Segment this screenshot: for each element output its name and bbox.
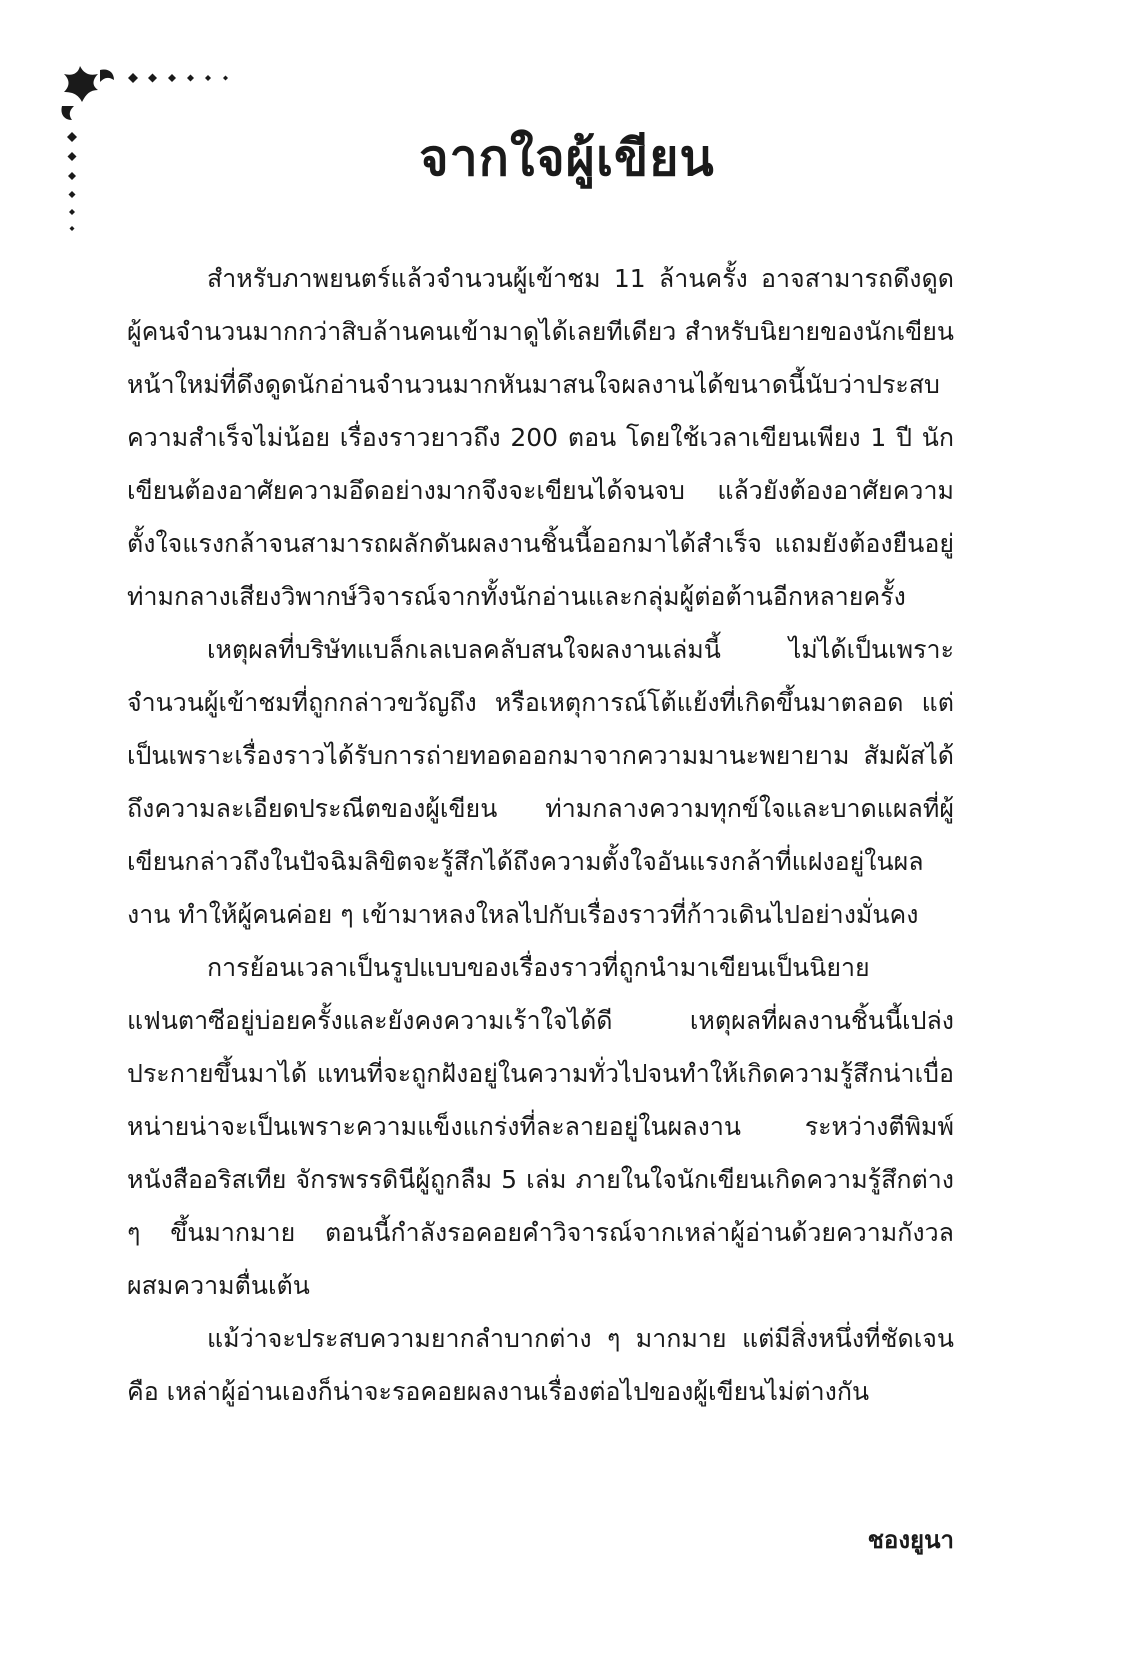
author-signature: ชองยูนา — [867, 1526, 954, 1554]
foreword-body — [127, 252, 954, 1418]
page-title: จากใจผู้เขียน — [419, 128, 715, 187]
paragraph-1: สำหรับภาพยนตร์แล้วจำนวนผู้เข้าชม 11 ล้านครั้ง อาจสามารถดึงดูดผู้คนจำนวนมากกว่าสิบล้านคนเข้ามาดูได้เลยทีเดียว สำหรับนิยายของนักเขียนหน้าใหม่ที่ดึงดูดนักอ่านจำนวนมากหันมาสนใจผลงานได้ขนาดนี้นับว่าประสบความสำเร็จไม่น้อย เรื่องราวยาวถึง 200 ตอน โดยใช้เวลาเขียนเพียง 1 ปี นักเขียนต้องอาศัยความอึดอย่างมากจึงจะเขียนได้จนจบ แล้วยังต้องอาศัยความตั้งใจแรงกล้าจนสามารถผลักดันผลงานชิ้นนี้ออกมาได้สำเร็จ แถมยังต้องยืนอยู่ท่ามกลางเสียงวิพากษ์วิจารณ์จากทั้งนักอ่านและกลุ่มผู้ต่อต้านอีกหลายครั้ง — [127, 264, 954, 611]
paragraph-3: การย้อนเวลาเป็นรูปแบบของเรื่องราวที่ถูกนำมาเขียนเป็นนิยายแฟนตาซีอยู่บ่อยครั้งและยังคงความเร้าใจได้ดี เหตุผลที่ผลงานชิ้นนี้เปล่งประกายขึ้นมาได้ แทนที่จะถูกฝังอยู่ในความทั่วไปจนทำให้เกิดความรู้สึกน่าเบื่อหน่ายน่าจะเป็นเพราะความแข็งแกร่งที่ละลายอยู่ในผลงาน ระหว่างตีพิมพ์หนังสืออริสเทีย จักรพรรดินีผู้ถูกลืม 5 เล่ม ภายในใจนักเขียนเกิดความรู้สึกต่าง ๆ ขึ้นมากมาย ตอนนี้กำลังรอคอยคำวิจารณ์จากเหล่าผู้อ่านด้วยความกังวลผสมความตื่นเต้น — [127, 953, 954, 1300]
paragraph-4: แม้ว่าจะประสบความยากลำบากต่าง ๆ มากมาย แต่มีสิ่งหนึ่งที่ชัดเจน คือ เหล่าผู้อ่านเองก็น่าจะรอคอยผลงานเรื่องต่อไปของผู้เขียนไม่ต่างกัน — [127, 1324, 954, 1406]
paragraph-2: เหตุผลที่บริษัทแบล็กเลเบลคลับสนใจผลงานเล่มนี้ ไม่ได้เป็นเพราะจำนวนผู้เข้าชมที่ถูกกล่าวขวัญถึง หรือเหตุการณ์โต้แย้งที่เกิดขึ้นมาตลอด แต่เป็นเพราะเรื่องราวได้รับการถ่ายทอดออกมาจากความมานะพยายาม สัมผัสได้ถึงความละเอียดประณีตของผู้เขียน ท่ามกลางความทุกข์ใจและบาดแผลที่ผู้เขียนกล่าวถึงในปัจฉิมลิขิตจะรู้สึกได้ถึงความตั้งใจอันแรงกล้าที่แฝงอยู่ในผลงาน ทำให้ผู้คนค่อย ๆ เข้ามาหลงใหลไปกับเรื่องราวที่ก้าวเดินไปอย่างมั่นคง — [127, 635, 954, 929]
